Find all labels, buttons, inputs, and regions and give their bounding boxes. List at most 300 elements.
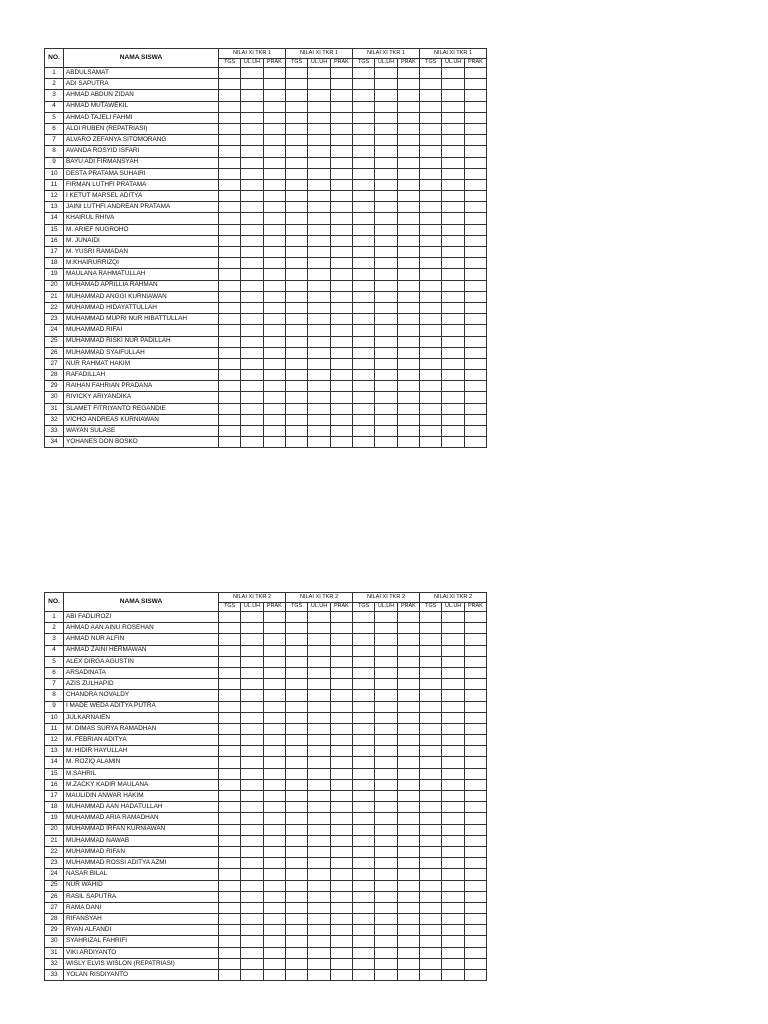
score-cell-uluh[interactable] (375, 79, 397, 90)
score-cell-tgs[interactable] (286, 414, 308, 425)
score-cell-tgs[interactable] (353, 824, 375, 835)
score-cell-uluh[interactable] (442, 612, 464, 623)
score-cell-prak[interactable] (330, 768, 352, 779)
score-cell-prak[interactable] (464, 612, 486, 623)
score-cell-uluh[interactable] (308, 146, 330, 157)
score-cell-prak[interactable] (330, 791, 352, 802)
score-cell-uluh[interactable] (375, 936, 397, 947)
score-cell-tgs[interactable] (219, 723, 241, 734)
score-cell-uluh[interactable] (442, 90, 464, 101)
score-cell-prak[interactable] (330, 314, 352, 325)
score-cell-tgs[interactable] (219, 813, 241, 824)
score-cell-uluh[interactable] (241, 791, 263, 802)
score-cell-uluh[interactable] (308, 880, 330, 891)
score-cell-prak[interactable] (263, 958, 285, 969)
score-cell-uluh[interactable] (442, 202, 464, 213)
score-cell-uluh[interactable] (442, 258, 464, 269)
score-cell-uluh[interactable] (308, 347, 330, 358)
score-cell-prak[interactable] (397, 302, 419, 313)
score-cell-prak[interactable] (397, 679, 419, 690)
score-cell-prak[interactable] (330, 414, 352, 425)
score-cell-uluh[interactable] (308, 358, 330, 369)
score-cell-uluh[interactable] (241, 936, 263, 947)
score-cell-prak[interactable] (464, 202, 486, 213)
score-cell-tgs[interactable] (219, 902, 241, 913)
score-cell-uluh[interactable] (375, 623, 397, 634)
score-cell-tgs[interactable] (219, 690, 241, 701)
score-cell-tgs[interactable] (219, 656, 241, 667)
score-cell-prak[interactable] (397, 213, 419, 224)
score-cell-tgs[interactable] (420, 381, 442, 392)
score-cell-tgs[interactable] (353, 381, 375, 392)
score-cell-tgs[interactable] (286, 746, 308, 757)
score-cell-prak[interactable] (397, 846, 419, 857)
score-cell-tgs[interactable] (219, 101, 241, 112)
score-cell-prak[interactable] (397, 712, 419, 723)
score-cell-uluh[interactable] (375, 224, 397, 235)
score-cell-tgs[interactable] (420, 224, 442, 235)
score-cell-uluh[interactable] (442, 370, 464, 381)
score-cell-uluh[interactable] (308, 824, 330, 835)
score-cell-prak[interactable] (464, 902, 486, 913)
score-cell-prak[interactable] (464, 179, 486, 190)
score-cell-uluh[interactable] (375, 656, 397, 667)
score-cell-tgs[interactable] (420, 735, 442, 746)
score-cell-uluh[interactable] (442, 757, 464, 768)
score-cell-uluh[interactable] (375, 358, 397, 369)
score-cell-tgs[interactable] (286, 358, 308, 369)
score-cell-prak[interactable] (330, 325, 352, 336)
score-cell-uluh[interactable] (375, 68, 397, 79)
score-cell-uluh[interactable] (375, 202, 397, 213)
score-cell-tgs[interactable] (219, 712, 241, 723)
score-cell-tgs[interactable] (219, 135, 241, 146)
score-cell-prak[interactable] (397, 336, 419, 347)
score-cell-tgs[interactable] (286, 735, 308, 746)
score-cell-prak[interactable] (464, 634, 486, 645)
score-cell-tgs[interactable] (286, 403, 308, 414)
score-cell-prak[interactable] (464, 791, 486, 802)
score-cell-prak[interactable] (263, 414, 285, 425)
score-cell-uluh[interactable] (375, 891, 397, 902)
score-cell-tgs[interactable] (286, 191, 308, 202)
score-cell-uluh[interactable] (241, 314, 263, 325)
score-cell-prak[interactable] (397, 612, 419, 623)
score-cell-uluh[interactable] (442, 936, 464, 947)
score-cell-tgs[interactable] (219, 612, 241, 623)
score-cell-tgs[interactable] (286, 90, 308, 101)
score-cell-tgs[interactable] (219, 846, 241, 857)
score-cell-tgs[interactable] (353, 958, 375, 969)
score-cell-tgs[interactable] (353, 902, 375, 913)
score-cell-tgs[interactable] (353, 135, 375, 146)
score-cell-uluh[interactable] (308, 370, 330, 381)
score-cell-prak[interactable] (464, 645, 486, 656)
score-cell-uluh[interactable] (442, 768, 464, 779)
score-cell-prak[interactable] (330, 846, 352, 857)
score-cell-tgs[interactable] (219, 437, 241, 448)
score-cell-tgs[interactable] (420, 135, 442, 146)
score-cell-uluh[interactable] (442, 914, 464, 925)
score-cell-prak[interactable] (397, 347, 419, 358)
score-cell-prak[interactable] (330, 68, 352, 79)
score-cell-uluh[interactable] (442, 846, 464, 857)
score-cell-uluh[interactable] (375, 269, 397, 280)
score-cell-uluh[interactable] (241, 802, 263, 813)
score-cell-tgs[interactable] (420, 370, 442, 381)
score-cell-prak[interactable] (464, 891, 486, 902)
score-cell-tgs[interactable] (353, 191, 375, 202)
score-cell-uluh[interactable] (375, 168, 397, 179)
score-cell-prak[interactable] (397, 314, 419, 325)
score-cell-uluh[interactable] (308, 835, 330, 846)
score-cell-tgs[interactable] (286, 392, 308, 403)
score-cell-uluh[interactable] (241, 824, 263, 835)
score-cell-tgs[interactable] (420, 667, 442, 678)
score-cell-prak[interactable] (397, 269, 419, 280)
score-cell-uluh[interactable] (442, 813, 464, 824)
score-cell-prak[interactable] (464, 68, 486, 79)
score-cell-tgs[interactable] (353, 213, 375, 224)
score-cell-uluh[interactable] (375, 813, 397, 824)
score-cell-tgs[interactable] (219, 735, 241, 746)
score-cell-uluh[interactable] (375, 258, 397, 269)
score-cell-prak[interactable] (464, 914, 486, 925)
score-cell-prak[interactable] (464, 437, 486, 448)
score-cell-prak[interactable] (397, 280, 419, 291)
score-cell-uluh[interactable] (308, 280, 330, 291)
score-cell-tgs[interactable] (219, 123, 241, 134)
score-cell-prak[interactable] (330, 902, 352, 913)
score-cell-tgs[interactable] (219, 679, 241, 690)
score-cell-tgs[interactable] (219, 146, 241, 157)
score-cell-uluh[interactable] (375, 191, 397, 202)
score-cell-prak[interactable] (464, 835, 486, 846)
score-cell-prak[interactable] (397, 623, 419, 634)
score-cell-uluh[interactable] (308, 779, 330, 790)
score-cell-prak[interactable] (263, 258, 285, 269)
score-cell-prak[interactable] (263, 634, 285, 645)
score-cell-prak[interactable] (397, 403, 419, 414)
score-cell-uluh[interactable] (442, 157, 464, 168)
score-cell-prak[interactable] (263, 314, 285, 325)
score-cell-uluh[interactable] (375, 880, 397, 891)
score-cell-tgs[interactable] (420, 757, 442, 768)
score-cell-tgs[interactable] (420, 392, 442, 403)
score-cell-uluh[interactable] (241, 269, 263, 280)
score-cell-prak[interactable] (263, 213, 285, 224)
score-cell-prak[interactable] (263, 936, 285, 947)
score-cell-uluh[interactable] (442, 880, 464, 891)
score-cell-prak[interactable] (330, 123, 352, 134)
score-cell-prak[interactable] (330, 101, 352, 112)
score-cell-uluh[interactable] (442, 902, 464, 913)
score-cell-tgs[interactable] (219, 392, 241, 403)
score-cell-prak[interactable] (263, 68, 285, 79)
score-cell-tgs[interactable] (420, 858, 442, 869)
score-cell-tgs[interactable] (353, 623, 375, 634)
score-cell-uluh[interactable] (375, 757, 397, 768)
score-cell-tgs[interactable] (420, 358, 442, 369)
score-cell-prak[interactable] (464, 802, 486, 813)
score-cell-prak[interactable] (263, 247, 285, 258)
score-cell-prak[interactable] (464, 280, 486, 291)
score-cell-prak[interactable] (397, 135, 419, 146)
score-cell-uluh[interactable] (308, 858, 330, 869)
score-cell-uluh[interactable] (241, 101, 263, 112)
score-cell-uluh[interactable] (241, 914, 263, 925)
score-cell-tgs[interactable] (219, 68, 241, 79)
score-cell-uluh[interactable] (375, 146, 397, 157)
score-cell-tgs[interactable] (219, 757, 241, 768)
score-cell-tgs[interactable] (219, 936, 241, 947)
score-cell-prak[interactable] (263, 437, 285, 448)
score-cell-tgs[interactable] (286, 701, 308, 712)
score-cell-prak[interactable] (330, 645, 352, 656)
score-cell-prak[interactable] (464, 679, 486, 690)
score-cell-tgs[interactable] (286, 970, 308, 981)
score-cell-prak[interactable] (397, 79, 419, 90)
score-cell-uluh[interactable] (308, 690, 330, 701)
score-cell-prak[interactable] (263, 179, 285, 190)
score-cell-prak[interactable] (330, 612, 352, 623)
score-cell-tgs[interactable] (420, 712, 442, 723)
score-cell-tgs[interactable] (286, 213, 308, 224)
score-cell-prak[interactable] (330, 437, 352, 448)
score-cell-tgs[interactable] (286, 880, 308, 891)
score-cell-tgs[interactable] (286, 224, 308, 235)
score-cell-uluh[interactable] (308, 679, 330, 690)
score-cell-uluh[interactable] (241, 336, 263, 347)
score-cell-uluh[interactable] (308, 958, 330, 969)
score-cell-tgs[interactable] (286, 869, 308, 880)
score-cell-uluh[interactable] (308, 403, 330, 414)
score-cell-tgs[interactable] (286, 612, 308, 623)
score-cell-prak[interactable] (397, 179, 419, 190)
score-cell-uluh[interactable] (241, 68, 263, 79)
score-cell-tgs[interactable] (353, 258, 375, 269)
score-cell-uluh[interactable] (375, 280, 397, 291)
score-cell-uluh[interactable] (241, 437, 263, 448)
score-cell-tgs[interactable] (286, 679, 308, 690)
score-cell-tgs[interactable] (353, 690, 375, 701)
score-cell-uluh[interactable] (442, 347, 464, 358)
score-cell-tgs[interactable] (353, 179, 375, 190)
score-cell-uluh[interactable] (241, 768, 263, 779)
score-cell-prak[interactable] (263, 947, 285, 958)
score-cell-tgs[interactable] (286, 235, 308, 246)
score-cell-uluh[interactable] (241, 146, 263, 157)
score-cell-uluh[interactable] (241, 135, 263, 146)
score-cell-tgs[interactable] (286, 302, 308, 313)
score-cell-tgs[interactable] (219, 314, 241, 325)
score-cell-uluh[interactable] (442, 135, 464, 146)
score-cell-prak[interactable] (263, 623, 285, 634)
score-cell-uluh[interactable] (442, 679, 464, 690)
score-cell-tgs[interactable] (420, 925, 442, 936)
score-cell-tgs[interactable] (353, 392, 375, 403)
score-cell-uluh[interactable] (308, 746, 330, 757)
score-cell-tgs[interactable] (286, 280, 308, 291)
score-cell-prak[interactable] (330, 735, 352, 746)
score-cell-prak[interactable] (263, 768, 285, 779)
score-cell-prak[interactable] (263, 90, 285, 101)
score-cell-tgs[interactable] (219, 634, 241, 645)
score-cell-tgs[interactable] (353, 291, 375, 302)
score-cell-tgs[interactable] (219, 213, 241, 224)
score-cell-uluh[interactable] (308, 258, 330, 269)
score-cell-tgs[interactable] (353, 157, 375, 168)
score-cell-uluh[interactable] (241, 623, 263, 634)
score-cell-tgs[interactable] (420, 325, 442, 336)
score-cell-uluh[interactable] (375, 336, 397, 347)
score-cell-tgs[interactable] (420, 302, 442, 313)
score-cell-prak[interactable] (263, 757, 285, 768)
score-cell-prak[interactable] (397, 90, 419, 101)
score-cell-uluh[interactable] (308, 656, 330, 667)
score-cell-uluh[interactable] (375, 302, 397, 313)
score-cell-prak[interactable] (263, 746, 285, 757)
score-cell-prak[interactable] (464, 191, 486, 202)
score-cell-uluh[interactable] (442, 213, 464, 224)
score-cell-prak[interactable] (397, 370, 419, 381)
score-cell-uluh[interactable] (241, 757, 263, 768)
score-cell-uluh[interactable] (308, 757, 330, 768)
score-cell-prak[interactable] (263, 656, 285, 667)
score-cell-uluh[interactable] (442, 824, 464, 835)
score-cell-uluh[interactable] (375, 779, 397, 790)
score-cell-uluh[interactable] (241, 645, 263, 656)
score-cell-uluh[interactable] (308, 314, 330, 325)
score-cell-tgs[interactable] (353, 247, 375, 258)
score-cell-tgs[interactable] (286, 247, 308, 258)
score-cell-prak[interactable] (397, 168, 419, 179)
score-cell-prak[interactable] (397, 869, 419, 880)
score-cell-uluh[interactable] (308, 947, 330, 958)
score-cell-prak[interactable] (330, 269, 352, 280)
score-cell-uluh[interactable] (442, 291, 464, 302)
score-cell-tgs[interactable] (353, 414, 375, 425)
score-cell-tgs[interactable] (219, 779, 241, 790)
score-cell-tgs[interactable] (286, 68, 308, 79)
score-cell-prak[interactable] (397, 835, 419, 846)
score-cell-prak[interactable] (464, 947, 486, 958)
score-cell-tgs[interactable] (353, 336, 375, 347)
score-cell-uluh[interactable] (375, 247, 397, 258)
score-cell-tgs[interactable] (286, 768, 308, 779)
score-cell-tgs[interactable] (286, 202, 308, 213)
score-cell-tgs[interactable] (219, 802, 241, 813)
score-cell-prak[interactable] (464, 146, 486, 157)
score-cell-tgs[interactable] (420, 426, 442, 437)
score-cell-tgs[interactable] (353, 79, 375, 90)
score-cell-prak[interactable] (397, 925, 419, 936)
score-cell-uluh[interactable] (241, 302, 263, 313)
score-cell-uluh[interactable] (241, 168, 263, 179)
score-cell-tgs[interactable] (420, 768, 442, 779)
score-cell-tgs[interactable] (420, 902, 442, 913)
score-cell-prak[interactable] (330, 381, 352, 392)
score-cell-tgs[interactable] (219, 157, 241, 168)
score-cell-prak[interactable] (397, 634, 419, 645)
score-cell-tgs[interactable] (286, 79, 308, 90)
score-cell-uluh[interactable] (375, 869, 397, 880)
score-cell-tgs[interactable] (353, 914, 375, 925)
score-cell-uluh[interactable] (375, 325, 397, 336)
score-cell-prak[interactable] (263, 779, 285, 790)
score-cell-tgs[interactable] (219, 858, 241, 869)
score-cell-uluh[interactable] (308, 123, 330, 134)
score-cell-uluh[interactable] (375, 768, 397, 779)
score-cell-uluh[interactable] (442, 302, 464, 313)
score-cell-tgs[interactable] (286, 269, 308, 280)
score-cell-prak[interactable] (263, 79, 285, 90)
score-cell-prak[interactable] (464, 667, 486, 678)
score-cell-tgs[interactable] (286, 291, 308, 302)
score-cell-prak[interactable] (464, 768, 486, 779)
score-cell-prak[interactable] (397, 746, 419, 757)
score-cell-tgs[interactable] (420, 191, 442, 202)
score-cell-uluh[interactable] (241, 846, 263, 857)
score-cell-uluh[interactable] (241, 970, 263, 981)
score-cell-tgs[interactable] (353, 779, 375, 790)
score-cell-prak[interactable] (397, 191, 419, 202)
score-cell-tgs[interactable] (420, 936, 442, 947)
score-cell-prak[interactable] (330, 235, 352, 246)
score-cell-uluh[interactable] (375, 370, 397, 381)
score-cell-uluh[interactable] (308, 381, 330, 392)
score-cell-uluh[interactable] (241, 925, 263, 936)
score-cell-tgs[interactable] (219, 347, 241, 358)
score-cell-prak[interactable] (263, 880, 285, 891)
score-cell-uluh[interactable] (241, 735, 263, 746)
score-cell-prak[interactable] (263, 370, 285, 381)
score-cell-tgs[interactable] (353, 168, 375, 179)
score-cell-tgs[interactable] (219, 414, 241, 425)
score-cell-prak[interactable] (397, 824, 419, 835)
score-cell-uluh[interactable] (308, 701, 330, 712)
score-cell-uluh[interactable] (241, 123, 263, 134)
score-cell-tgs[interactable] (353, 403, 375, 414)
score-cell-prak[interactable] (263, 813, 285, 824)
score-cell-uluh[interactable] (241, 880, 263, 891)
score-cell-uluh[interactable] (442, 437, 464, 448)
score-cell-prak[interactable] (397, 802, 419, 813)
score-cell-tgs[interactable] (219, 280, 241, 291)
score-cell-uluh[interactable] (442, 667, 464, 678)
score-cell-tgs[interactable] (286, 813, 308, 824)
score-cell-prak[interactable] (397, 68, 419, 79)
score-cell-tgs[interactable] (420, 347, 442, 358)
score-cell-tgs[interactable] (286, 925, 308, 936)
score-cell-prak[interactable] (263, 123, 285, 134)
score-cell-tgs[interactable] (420, 813, 442, 824)
score-cell-prak[interactable] (397, 235, 419, 246)
score-cell-tgs[interactable] (353, 314, 375, 325)
score-cell-uluh[interactable] (375, 347, 397, 358)
score-cell-uluh[interactable] (375, 802, 397, 813)
score-cell-uluh[interactable] (442, 690, 464, 701)
score-cell-prak[interactable] (397, 947, 419, 958)
score-cell-uluh[interactable] (241, 247, 263, 258)
score-cell-tgs[interactable] (420, 168, 442, 179)
score-cell-tgs[interactable] (219, 891, 241, 902)
score-cell-prak[interactable] (330, 925, 352, 936)
score-cell-tgs[interactable] (286, 336, 308, 347)
score-cell-uluh[interactable] (241, 958, 263, 969)
score-cell-uluh[interactable] (308, 68, 330, 79)
score-cell-uluh[interactable] (375, 735, 397, 746)
